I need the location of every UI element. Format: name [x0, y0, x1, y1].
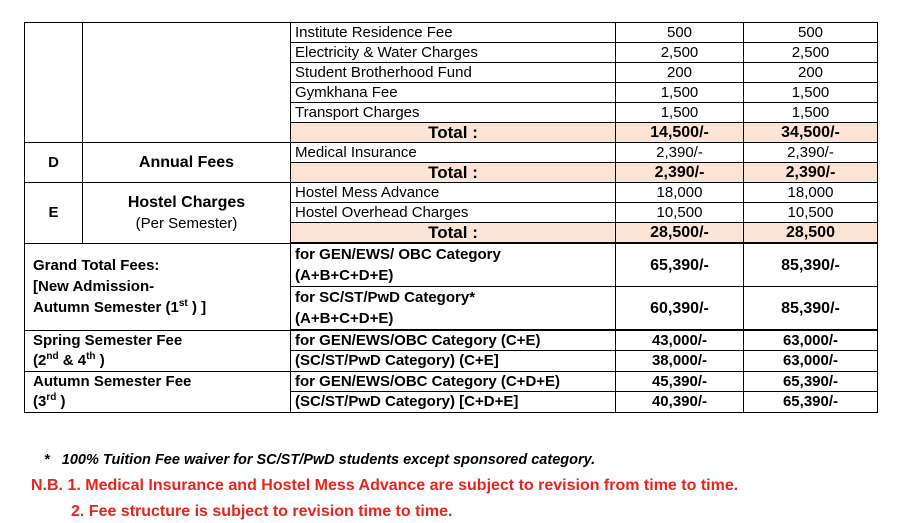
- fee-item: Student Brotherhood Fund: [291, 63, 616, 83]
- fee-value: 65,390/-: [744, 392, 878, 413]
- table-row: [25, 243, 878, 287]
- category-cell: [291, 243, 616, 287]
- category-label: for GEN/EWS/OBC Category (C+D+E): [291, 371, 616, 392]
- total-label: Total :: [291, 223, 616, 244]
- fee-value: 43,000/-: [616, 330, 744, 351]
- table-row: [25, 330, 878, 351]
- total-value: 2,390/-: [744, 163, 878, 183]
- category-label: for GEN/EWS/OBC Category (C+E): [291, 330, 616, 351]
- fee-value: 2,390/-: [616, 143, 744, 163]
- category-label: (SC/ST/PwD Category) [C+D+E]: [291, 392, 616, 413]
- total-label: Total :: [291, 123, 616, 143]
- fee-value: 2,500: [616, 43, 744, 63]
- asterisk: *: [44, 452, 50, 468]
- spring-semesters: (2nd & 4th ): [33, 350, 105, 369]
- section-letter: E: [25, 183, 83, 244]
- fee-value: 38,000/-: [616, 351, 744, 371]
- fee-value: 18,000: [616, 183, 744, 203]
- total-label: Total :: [291, 163, 616, 183]
- total-value: 34,500/-: [744, 123, 878, 143]
- grand-value: 85,390/-: [744, 287, 878, 331]
- fee-item: Institute Residence Fee: [291, 23, 616, 43]
- section-letter: D: [25, 143, 83, 183]
- category-formula: (A+B+C+D+E): [295, 310, 394, 327]
- fee-value: 200: [744, 63, 878, 83]
- footnote: [44, 452, 595, 468]
- grand-value: 85,390/-: [744, 243, 878, 287]
- fee-value: 10,500: [616, 203, 744, 223]
- table-row: [25, 23, 878, 43]
- table-row: [25, 371, 878, 392]
- section-c-letter-cell: [25, 23, 83, 143]
- grand-total-line3: Autumn Semester (1st ) ]: [33, 298, 207, 316]
- grand-total-label-cell: [25, 243, 291, 330]
- category-label: for GEN/EWS/ OBC Category: [295, 246, 501, 263]
- note-1: N.B. 1. Medical Insurance and Hostel Mess Advance are subject to revision from time to time.: [31, 477, 739, 494]
- total-value: 2,390/-: [616, 163, 744, 183]
- category-label: for SC/ST/PwD Category*: [295, 289, 476, 306]
- spring-title: Spring Semester Fee: [33, 331, 183, 349]
- grand-total-title: Grand Total Fees:: [33, 257, 160, 274]
- fee-value: 1,500: [744, 103, 878, 123]
- total-value: 14,500/-: [616, 123, 744, 143]
- fee-item: Electricity & Water Charges: [291, 43, 616, 63]
- note-2: 2. Fee structure is subject to revision time to time.: [71, 503, 453, 520]
- fee-value: 500: [744, 23, 878, 43]
- section-c-name-cell: [83, 23, 291, 143]
- fee-value: 200: [616, 63, 744, 83]
- fee-item: Medical Insurance: [291, 143, 616, 163]
- grand-total-line2: [New Admission-: [33, 278, 155, 295]
- fee-value: 45,390/-: [616, 371, 744, 392]
- autumn-label-cell: [25, 371, 291, 412]
- fee-value: 500: [616, 23, 744, 43]
- grand-value: 60,390/-: [616, 287, 744, 331]
- fee-value: 10,500: [744, 203, 878, 223]
- total-value: 28,500: [744, 223, 878, 244]
- fee-item: Hostel Mess Advance: [291, 183, 616, 203]
- autumn-semester: (3rd ): [33, 391, 66, 410]
- fee-value: 1,500: [616, 103, 744, 123]
- fee-value: 40,390/-: [616, 392, 744, 413]
- section-subtitle: (Per Semester): [135, 214, 238, 232]
- autumn-title: Autumn Semester Fee: [33, 372, 192, 390]
- spring-label-cell: [25, 330, 291, 371]
- category-formula: (A+B+C+D+E): [295, 267, 394, 284]
- fee-item: Transport Charges: [291, 103, 616, 123]
- fee-value: 1,500: [744, 83, 878, 103]
- total-value: 28,500/-: [616, 223, 744, 244]
- fee-value: 63,000/-: [744, 351, 878, 371]
- fee-item: Gymkhana Fee: [291, 83, 616, 103]
- fee-value: 2,390/-: [744, 143, 878, 163]
- table-row: [25, 183, 878, 203]
- section-name: Hostel Charges: [127, 193, 246, 211]
- fee-value: 63,000/-: [744, 330, 878, 351]
- section-name: Annual Fees: [83, 143, 291, 183]
- fee-value: 1,500: [616, 83, 744, 103]
- fee-item: Hostel Overhead Charges: [291, 203, 616, 223]
- category-label: (SC/ST/PwD Category) (C+E]: [291, 351, 616, 371]
- fee-value: 65,390/-: [744, 371, 878, 392]
- category-cell: [291, 287, 616, 331]
- fee-value: 2,500: [744, 43, 878, 63]
- footnote-text: 100% Tuition Fee waiver for SC/ST/PwD students except sponsored category.: [61, 452, 596, 468]
- grand-value: 65,390/-: [616, 243, 744, 287]
- table-row: [25, 143, 878, 163]
- fee-table: [24, 22, 878, 413]
- fee-value: 18,000: [744, 183, 878, 203]
- section-name-cell: [83, 183, 291, 244]
